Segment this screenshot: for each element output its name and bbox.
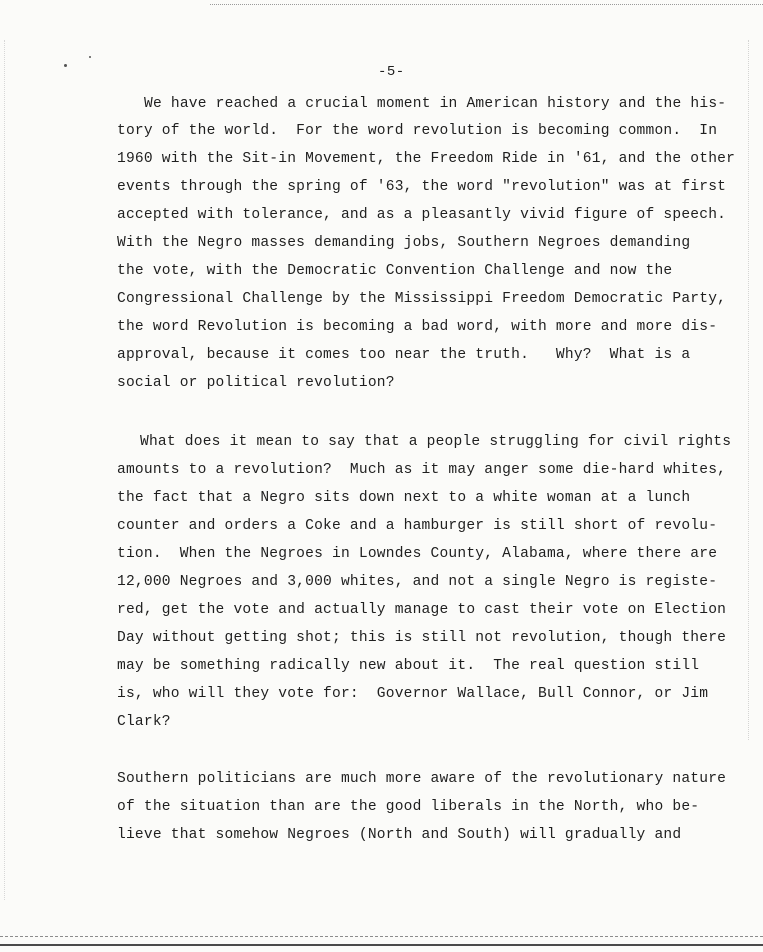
bottom-edge-rule [0, 936, 763, 937]
page-number: -5- [378, 64, 405, 80]
text-line: 12,000 Negroes and 3,000 whites, and not a single Negro is registe- [117, 574, 718, 590]
text-line: accepted with tolerance, and as a pleasantly vivid figure of speech. [117, 207, 727, 223]
text-line: With the Negro masses demanding jobs, Southern Negroes demanding [117, 235, 691, 251]
text-line: Southern politicians are much more aware of the revolutionary nature [117, 771, 727, 787]
text-line: We have reached a crucial moment in American history and the his- [144, 96, 727, 112]
text-line: approval, because it comes too near the truth. Why? What is a [117, 347, 691, 363]
right-margin-scan-marks [748, 40, 761, 740]
text-line: amounts to a revolution? Much as it may anger some die-hard whites, [117, 462, 727, 478]
bottom-edge-line [0, 944, 763, 946]
scan-smudge [64, 64, 67, 67]
text-line: counter and orders a Coke and a hamburger is still short of revolu- [117, 518, 718, 534]
top-edge-rule [210, 4, 763, 5]
text-line: the fact that a Negro sits down next to a white woman at a lunch [117, 490, 691, 506]
text-line: Day without getting shot; this is still not revolution, though there [117, 630, 727, 646]
text-line: of the situation than are the good liberals in the North, who be- [117, 799, 700, 815]
text-line: tory of the world. For the word revolution is becoming common. In [117, 123, 718, 139]
text-line: may be something radically new about it. The real question still [117, 658, 700, 674]
scan-smudge [89, 56, 91, 58]
text-line: the word Revolution is becoming a bad word, with more and more dis- [117, 319, 718, 335]
text-line: lieve that somehow Negroes (North and South) will gradually and [117, 827, 682, 843]
text-line: is, who will they vote for: Governor Wallace, Bull Connor, or Jim [117, 686, 709, 702]
text-line: social or political revolution? [117, 375, 395, 391]
text-line: the vote, with the Democratic Convention Challenge and now the [117, 263, 673, 279]
text-line: What does it mean to say that a people struggling for civil rights [140, 434, 732, 450]
text-line: red, get the vote and actually manage to cast their vote on Election [117, 602, 727, 618]
text-line: tion. When the Negroes in Lowndes County, Alabama, where there are [117, 546, 718, 562]
text-line: events through the spring of '63, the word "revolution" was at first [117, 179, 727, 195]
text-line: Clark? [117, 714, 171, 730]
text-line: Congressional Challenge by the Mississippi Freedom Democratic Party, [117, 291, 727, 307]
text-line: 1960 with the Sit-in Movement, the Freedom Ride in '61, and the other [117, 151, 736, 167]
left-margin-scan-marks [4, 40, 35, 900]
